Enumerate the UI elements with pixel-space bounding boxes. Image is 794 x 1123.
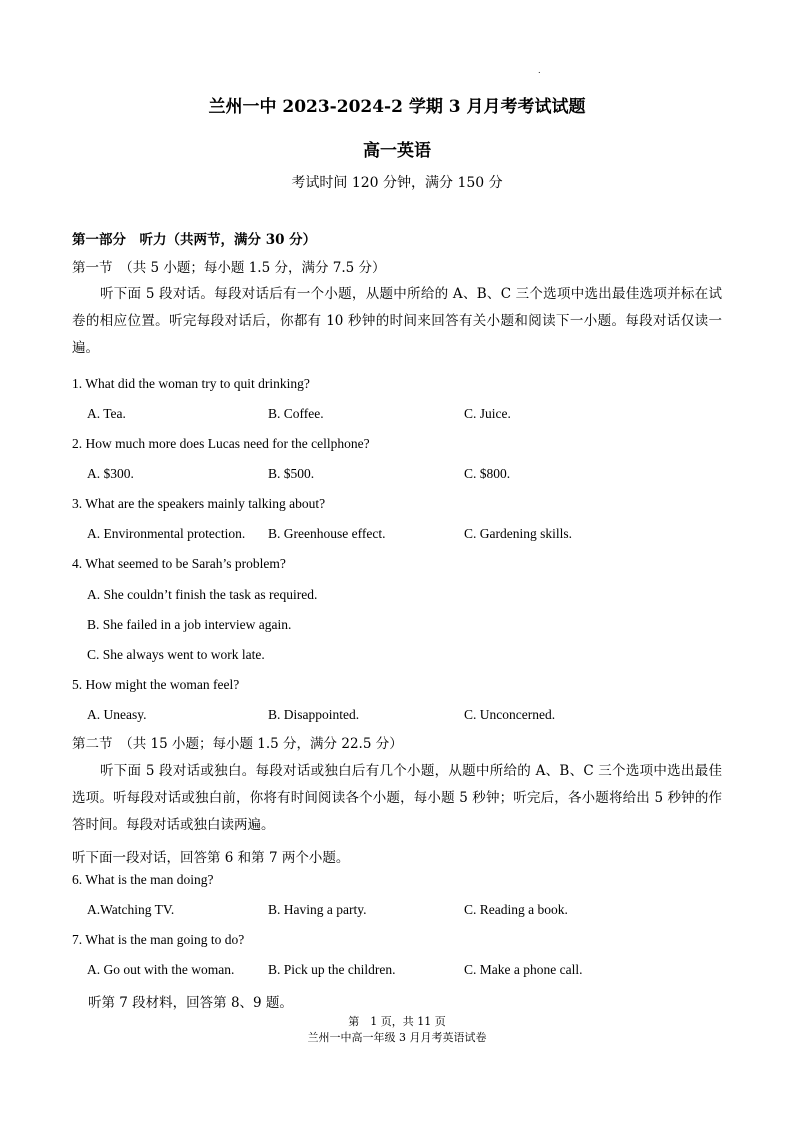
question-3-option-c: C. Gardening skills. xyxy=(464,526,572,541)
footer-doc-name: 兰州一中高一年级 3 月月考英语试卷 xyxy=(307,1031,487,1044)
question-6-option-c: C. Reading a book. xyxy=(464,902,568,917)
stray-dot: . xyxy=(538,66,541,75)
part1-heading: 第一部分 听力（共两节，满分 30 分） xyxy=(72,232,317,248)
section1-instructions: 听下面 5 段对话。每段对话后有一个小题，从题中所给的 A、B、C 三个选项中选出最佳选项并标在试卷的相应位置。听完每段对话后，你都有 10 秒钟的时间来回答有关小题和阅读下一小题。每段对话仅读一遍。 xyxy=(72,286,722,356)
question-4-option-a: A. She couldn’t finish the task as required. xyxy=(87,587,318,602)
question-2-option-b: B. $500. xyxy=(268,466,315,481)
question-5-option-c: C. Unconcerned. xyxy=(464,707,556,722)
question-4-option-b: B. She failed in a job interview again. xyxy=(87,617,292,632)
question-4-option-c: C. She always went to work late. xyxy=(87,647,265,662)
question-1-option-a: A. Tea. xyxy=(87,406,126,421)
question-3-option-b: B. Greenhouse effect. xyxy=(268,526,386,541)
question-5-stem: 5. How might the woman feel? xyxy=(72,677,240,692)
question-2-stem: 2. How much more does Lucas need for the cellphone? xyxy=(72,436,370,451)
subject-title: 高一英语 xyxy=(363,141,431,161)
section1-heading: 第一节 （共 5 小题；每小题 1.5 分，满分 7.5 分） xyxy=(72,260,386,276)
question-3-option-a: A. Environmental protection. xyxy=(87,526,246,541)
question-2-option-c: C. $800. xyxy=(464,466,511,481)
question-1-option-b: B. Coffee. xyxy=(268,406,324,421)
question-1-option-c: C. Juice. xyxy=(464,406,511,421)
question-1-stem: 1. What did the woman try to quit drinking? xyxy=(72,376,310,391)
question-5-option-a: A. Uneasy. xyxy=(87,707,147,722)
exam-info: 考试时间 120 分钟，满分 150 分 xyxy=(291,175,503,191)
question-6-stem: 6. What is the man doing? xyxy=(72,872,214,887)
section2-heading: 第二节 （共 15 小题；每小题 1.5 分，满分 22.5 分） xyxy=(72,736,403,752)
section2-instructions: 听下面 5 段对话或独白。每段对话或独白后有几个小题，从题中所给的 A、B、C 三个选项中选出最佳选项。听每段对话或独白前，你将有时间阅读各个小题，每小题 5 秒钟；听完后，各小题将给出 5 秒钟的作答时间。每段对话或独白读两遍。 xyxy=(72,763,722,833)
page-number: 第 1 页，共 11 页 xyxy=(348,1015,446,1028)
question-7-option-b: B. Pick up the children. xyxy=(268,962,396,977)
question-7-option-c: C. Make a phone call. xyxy=(464,962,583,977)
question-5-option-b: B. Disappointed. xyxy=(268,707,360,722)
question-6-option-a: A.Watching TV. xyxy=(87,902,175,917)
question-2-option-a: A. $300. xyxy=(87,466,134,481)
question-6-option-b: B. Having a party. xyxy=(268,902,367,917)
dialog6-intro: 听下面一段对话，回答第 6 和第 7 两个小题。 xyxy=(72,850,350,866)
material7-intro: 听第 7 段材料，回答第 8、9 题。 xyxy=(88,995,293,1011)
exam-title: 兰州一中 2023-2024-2 学期 3 月月考考试试题 xyxy=(208,97,586,117)
question-7-stem: 7. What is the man going to do? xyxy=(72,932,245,947)
question-3-stem: 3. What are the speakers mainly talking about? xyxy=(72,496,326,511)
question-4-stem: 4. What seemed to be Sarah’s problem? xyxy=(72,556,286,571)
question-7-option-a: A. Go out with the woman. xyxy=(87,962,235,977)
